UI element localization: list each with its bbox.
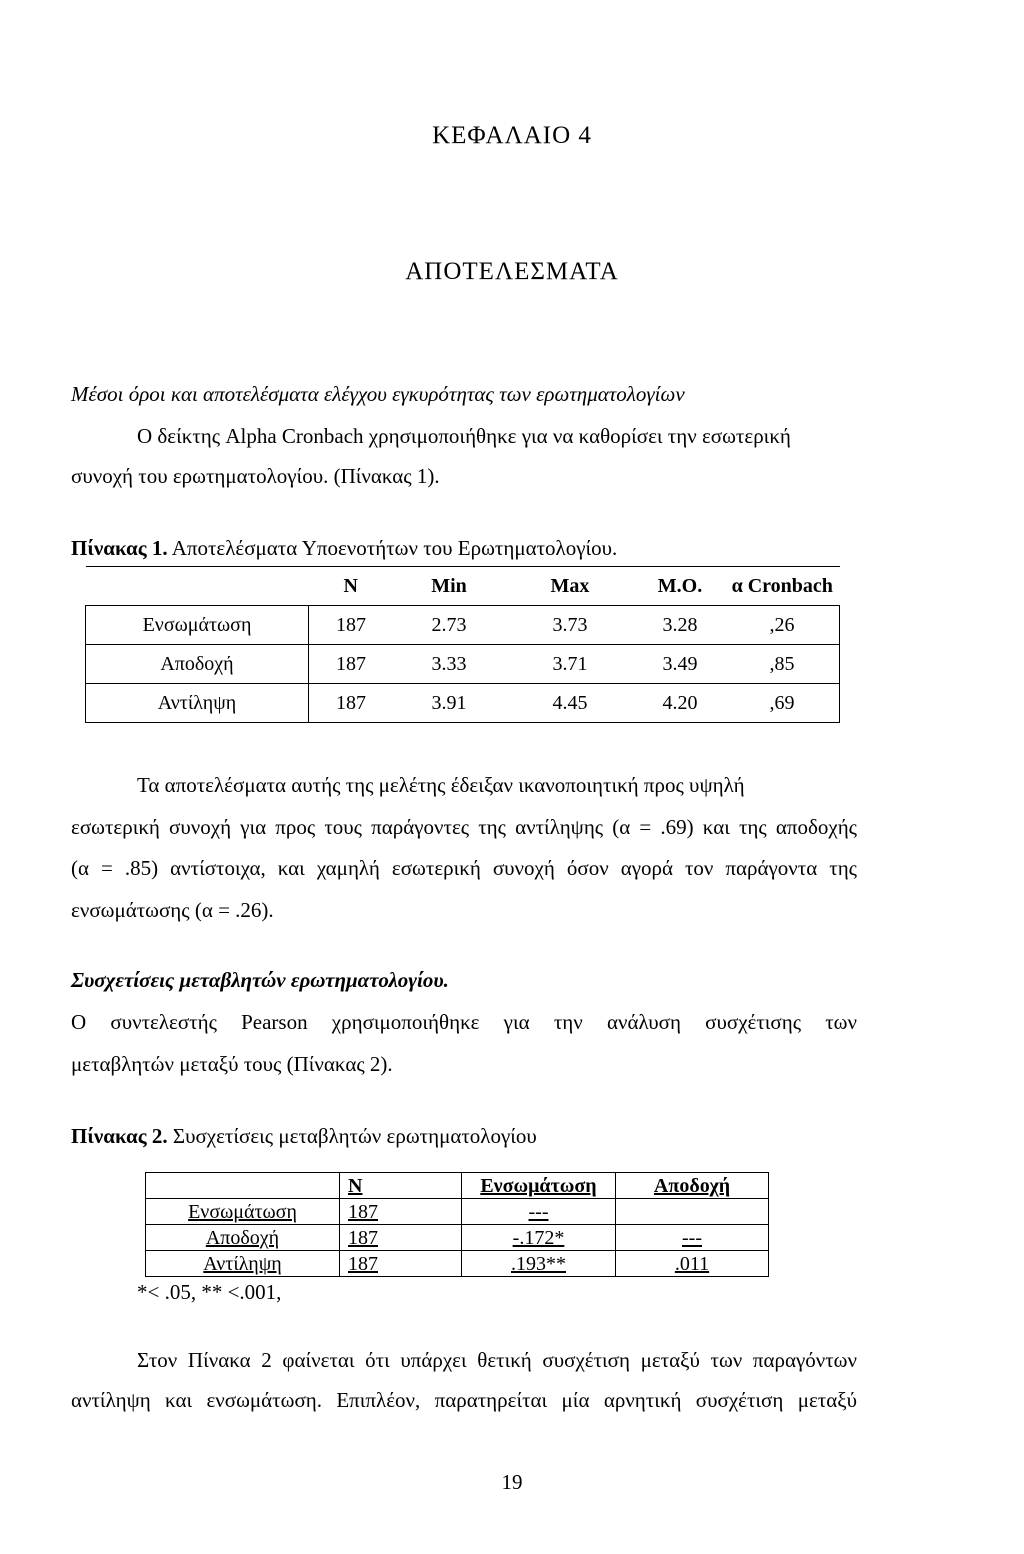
table-row <box>86 684 840 723</box>
table-header-cell: M.O. <box>635 567 725 606</box>
table-cell: --- <box>462 1199 616 1225</box>
table-cell: 3.71 <box>505 645 635 684</box>
page-number: 19 <box>501 1470 523 1494</box>
paragraph-line: Τα αποτελέσματα αυτής της μελέτης έδειξαν ικανοποιητική προς υψηλή <box>137 773 745 797</box>
table-cell <box>616 1199 769 1225</box>
table-cell: Ενσωμάτωση <box>86 606 309 645</box>
table-cell: 3.49 <box>635 645 725 684</box>
table-cell: --- <box>616 1225 769 1251</box>
paragraph-line: Στον Πίνακα 2 φαίνεται ότι υπάρχει θετική συσχέτιση μεταξύ των παραγόντων <box>137 1348 857 1372</box>
table-cell: ,85 <box>725 645 840 684</box>
reliability-table <box>85 566 840 723</box>
table1-caption-label: Πίνακας 1. <box>71 536 168 560</box>
table-cell: 3.73 <box>505 606 635 645</box>
table-cell: 2.73 <box>393 606 505 645</box>
table-header-cell <box>86 567 309 606</box>
table-cell: 187 <box>309 645 394 684</box>
paragraph-line: εσωτερική συνοχή για προς τους παράγοντες της αντίληψης (α = .69) και της αποδοχής <box>71 815 857 839</box>
table-cell: 187 <box>309 606 394 645</box>
table-header-row <box>146 1173 769 1199</box>
table-cell: 187 <box>340 1199 462 1225</box>
table-cell: 187 <box>340 1225 462 1251</box>
table-cell: 3.91 <box>393 684 505 723</box>
paragraph-line: Ο συντελεστής Pearson χρησιμοποιήθηκε για την ανάλυση συσχέτισης των <box>71 1010 857 1034</box>
table-row <box>146 1225 769 1251</box>
table-cell: 3.33 <box>393 645 505 684</box>
paragraph-line: αντίληψη και ενσωμάτωση. Επιπλέον, παρατηρείται μία αρνητική συσχέτιση μεταξύ <box>71 1388 857 1412</box>
table-cell: Ενσωμάτωση <box>146 1199 340 1225</box>
table2-note: *< .05, ** <.001, <box>137 1280 282 1304</box>
table-cell: -.172* <box>462 1225 616 1251</box>
table-cell: .011 <box>616 1251 769 1277</box>
table-cell: 187 <box>340 1251 462 1277</box>
table-header-row <box>86 567 840 606</box>
section-title: ΑΠΟΤΕΛΕΣΜΑΤΑ <box>405 258 619 285</box>
table-cell: 187 <box>309 684 394 723</box>
table-row <box>146 1199 769 1225</box>
heading-correlations: Συσχετίσεις μεταβλητών ερωτηματολογίου. <box>71 968 449 992</box>
paragraph-line: Ο δείκτης Alpha Cronbach χρησιμοποιήθηκε για να καθορίσει την εσωτερική <box>137 424 791 448</box>
table2-caption <box>71 1124 537 1149</box>
table2-caption-text: Συσχετίσεις μεταβλητών ερωτηματολογίου <box>172 1124 537 1148</box>
table-cell: 4.45 <box>505 684 635 723</box>
table-cell: .193** <box>462 1251 616 1277</box>
heading-validity: Μέσοι όροι και αποτελέσματα ελέγχου εγκυρότητας των ερωτηματολογίων <box>71 382 685 406</box>
table-cell: Αντίληψη <box>86 684 309 723</box>
table-row <box>146 1251 769 1277</box>
table-cell: ,69 <box>725 684 840 723</box>
table-header-cell: N <box>340 1173 462 1199</box>
table-cell: Αποδοχή <box>146 1225 340 1251</box>
table1-caption-text: Αποτελέσματα Υποενοτήτων του Ερωτηματολογίου. <box>171 536 618 560</box>
table-header-cell: N <box>309 567 394 606</box>
paragraph-line: μεταβλητών μεταξύ τους (Πίνακας 2). <box>71 1052 393 1076</box>
paragraph-line: (α = .85) αντίστοιχα, και χαμηλή εσωτερική συνοχή όσον αγορά τον παράγοντα της <box>71 856 857 880</box>
table-cell: Αποδοχή <box>86 645 309 684</box>
table-cell: 4.20 <box>635 684 725 723</box>
table-row <box>86 606 840 645</box>
table2-caption-label: Πίνακας 2. <box>71 1124 168 1148</box>
paragraph-line: συνοχή του ερωτηματολογίου. (Πίνακας 1). <box>71 464 440 488</box>
table-header-cell: Ενσωμάτωση <box>462 1173 616 1199</box>
table-cell: ,26 <box>725 606 840 645</box>
table-cell: Αντίληψη <box>146 1251 340 1277</box>
table-cell: 3.28 <box>635 606 725 645</box>
table-header-cell: α Cronbach <box>725 567 840 606</box>
correlation-table <box>145 1172 769 1277</box>
table-header-cell: Max <box>505 567 635 606</box>
table-header-cell <box>146 1173 340 1199</box>
table-row <box>86 645 840 684</box>
chapter-title: ΚΕΦΑΛΑΙΟ 4 <box>432 122 592 149</box>
table-header-cell: Αποδοχή <box>616 1173 769 1199</box>
paragraph-line: ενσωμάτωσης (α = .26). <box>71 898 274 922</box>
table-header-cell: Min <box>393 567 505 606</box>
table1-caption <box>71 536 617 561</box>
